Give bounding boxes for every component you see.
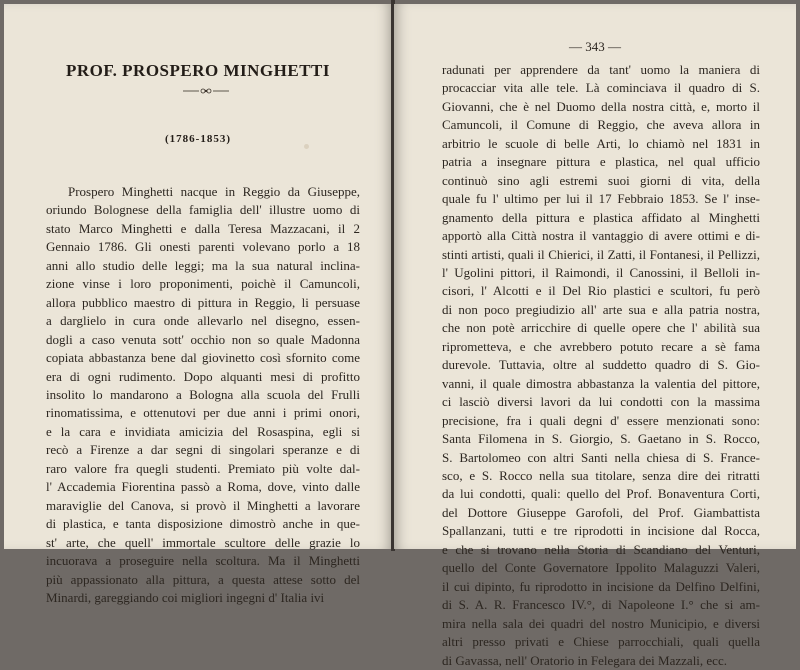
text-line: il cui dipinto, fu riprodotto in incisione da Delfino Delfini, xyxy=(442,578,760,594)
text-line: mira nella sala dei quadri del nostro Municipio, e diversi xyxy=(442,615,760,631)
text-line: Gennaio 1786. Gli onesti parenti volevano porlo a 18 xyxy=(46,239,360,255)
text-line: continuò sino agli estremi suoi giorni di vita, della xyxy=(442,172,760,188)
text-line: insolito lo mandarono a Bologna alla scuola del Frulli xyxy=(46,386,360,402)
text-line: ci lasciò diversi lavori da lui condotti con la massima xyxy=(442,394,760,410)
text-line: gnamento della pittura e plastica affidato al Minghetti xyxy=(442,209,760,225)
text-line: st' arte, che quell' immortale scultore delle grazie lo xyxy=(46,534,360,550)
text-line: l' Accademia Fiorentina passò a Roma, dove, vinto dalle xyxy=(46,479,360,495)
text-line: di S. A. R. Francesco IV.°, di Napoleone I.° che si am- xyxy=(442,597,760,613)
text-line: era di ogni rudimento. Dopo alquanti mesi di profitto xyxy=(46,368,360,384)
text-line: del Dottore Giuseppe Garofoli, del Prof. Giambattista xyxy=(442,504,760,520)
left-body-text xyxy=(46,183,360,607)
text-line: zione vinse i loro proponimenti, poichè il Camuncoli, xyxy=(46,276,360,292)
text-line: di Gavassa, nell' Oratorio in Felegara dei Mazzali, ecc. xyxy=(442,652,727,668)
text-line: di plastica, e tanta disposizione dimostrò anche in que- xyxy=(46,516,360,532)
text-line: procacciar vita alle tele. Là cominciava il quadro di S. xyxy=(442,80,760,96)
text-line: l' Ugolini pittori, il Raimondi, il Canossini, il Belloli in- xyxy=(442,264,760,280)
text-line: apportò alla Città nostra il vantaggio di avere ottimi e di- xyxy=(442,228,760,244)
text-line: patria a insegnare pittura e plastica, nel qual ufficio xyxy=(442,154,760,170)
page-number: — 343 — xyxy=(569,39,621,54)
text-line: più appassionato alla pittura, a questa attese sotto del xyxy=(46,571,360,587)
title-ornament xyxy=(183,86,229,96)
chapter-title: PROF. PROSPERO MINGHETTI xyxy=(65,61,331,80)
text-line: altri presso privati e Chiese parrocchiali, quali quella xyxy=(442,634,760,650)
text-line: Minardi, gareggiando coi migliori ingegni d' Italia ivi xyxy=(46,589,325,605)
text-line: che non potè arricchire di quelle opere che l' abilità sua xyxy=(442,320,760,336)
text-line: quale fu l' ultimo per lui il 17 Febbraio 1853. Se l' inse- xyxy=(442,191,760,207)
text-line: sco, e S. Rocco nella sua titolare, senza dire dei ritratti xyxy=(442,467,760,483)
text-line: cisori, l' Alcotti e il Del Rio plastici e scultori, fu però xyxy=(442,283,760,299)
text-line: radunati per apprendere da tant' uomo la maniera di xyxy=(442,62,760,77)
text-line: raro valore fra quegli studenti. Premiato più volte dal- xyxy=(46,460,360,476)
right-page xyxy=(394,4,796,668)
text-line: riprometteva, e che avrebbero potuto recare a sè fama xyxy=(442,338,760,354)
text-line: durevole. Tuttavia, oltre al suddetto quadro di S. Gio- xyxy=(442,357,760,373)
text-line: precisione, fra i quali degni d' essere menzionati sono: xyxy=(442,412,760,428)
text-line: di non poco pregiudizio all' arte sua e alla patria nostra, xyxy=(442,301,760,317)
left-page xyxy=(4,4,392,605)
text-line: dogli a caso venuta sott' occhio non so quale Madonna xyxy=(46,331,360,347)
text-line: arbitrio le scuole di belle Arti, lo chiamò nel 1831 in xyxy=(442,135,760,151)
text-line: vanni, il quale dimostra abbastanza la valentia del pittore, xyxy=(442,375,760,391)
text-line: Santa Filomena in S. Giorgio, S. Gaetano in S. Rocco, xyxy=(442,431,760,447)
text-line: Camuncoli, il Comune di Reggio, che aveva allora in xyxy=(442,117,760,133)
text-line: stato Marco Minghetti e dalla Teresa Mazzacani, il 2 xyxy=(46,220,360,236)
text-line: recò a Firenze a dar segni di singolari speranze e di xyxy=(46,442,360,458)
text-line: e la cara e invidiata amicizia del Rosaspina, egli si xyxy=(46,423,360,439)
text-line: Spallanzani, tutti e tre riprodotti in incisione dal Rocca, xyxy=(442,523,760,539)
text-line: incuorava a proseguire nella scoltura. Ma il Minghetti xyxy=(46,553,360,569)
text-line: Prospero Minghetti nacque in Reggio da Giuseppe, xyxy=(68,184,360,199)
text-line: allora pubblico maestro di pittura in Reggio, li persuase xyxy=(46,294,360,310)
text-line: da lui condotti, quali: quello del Prof. Bonaventura Corti, xyxy=(442,486,760,502)
text-line: Giovanni, che è nel Duomo della nostra città, e, morto il xyxy=(442,98,760,114)
text-line: maraviglie del Canova, si provò il Minghetti a lavorare xyxy=(46,497,360,513)
text-line: oriundo Bolognese della famiglia dell' illustre uomo di xyxy=(46,202,360,218)
text-line: rinomatissima, e ottenutovi per due anni i primi onori, xyxy=(46,405,360,421)
text-line: S. Bartolomeo con altri Santi nella chiesa di S. France- xyxy=(442,449,760,465)
text-line: e che si trovano nella Storia di Scandiano del Venturi, xyxy=(442,541,760,557)
right-body-text xyxy=(442,61,760,670)
text-line: a darglielo in cura onde allevarlo nel disegno, essen- xyxy=(46,313,360,329)
text-line: anni allo studio delle leggi; ma la sua natural inclina- xyxy=(46,257,360,273)
life-dates: (1786-1853) xyxy=(165,133,231,145)
text-line: copiata abbastanza bene dal giovinetto così sfornito come xyxy=(46,350,360,366)
text-line: quello del Conte Governatore Ippolito Malaguzzi Valeri, xyxy=(442,560,760,576)
text-line: stinti artisti, quali il Chierici, il Zatti, il Fontanesi, il Pellizzi, xyxy=(442,246,760,262)
